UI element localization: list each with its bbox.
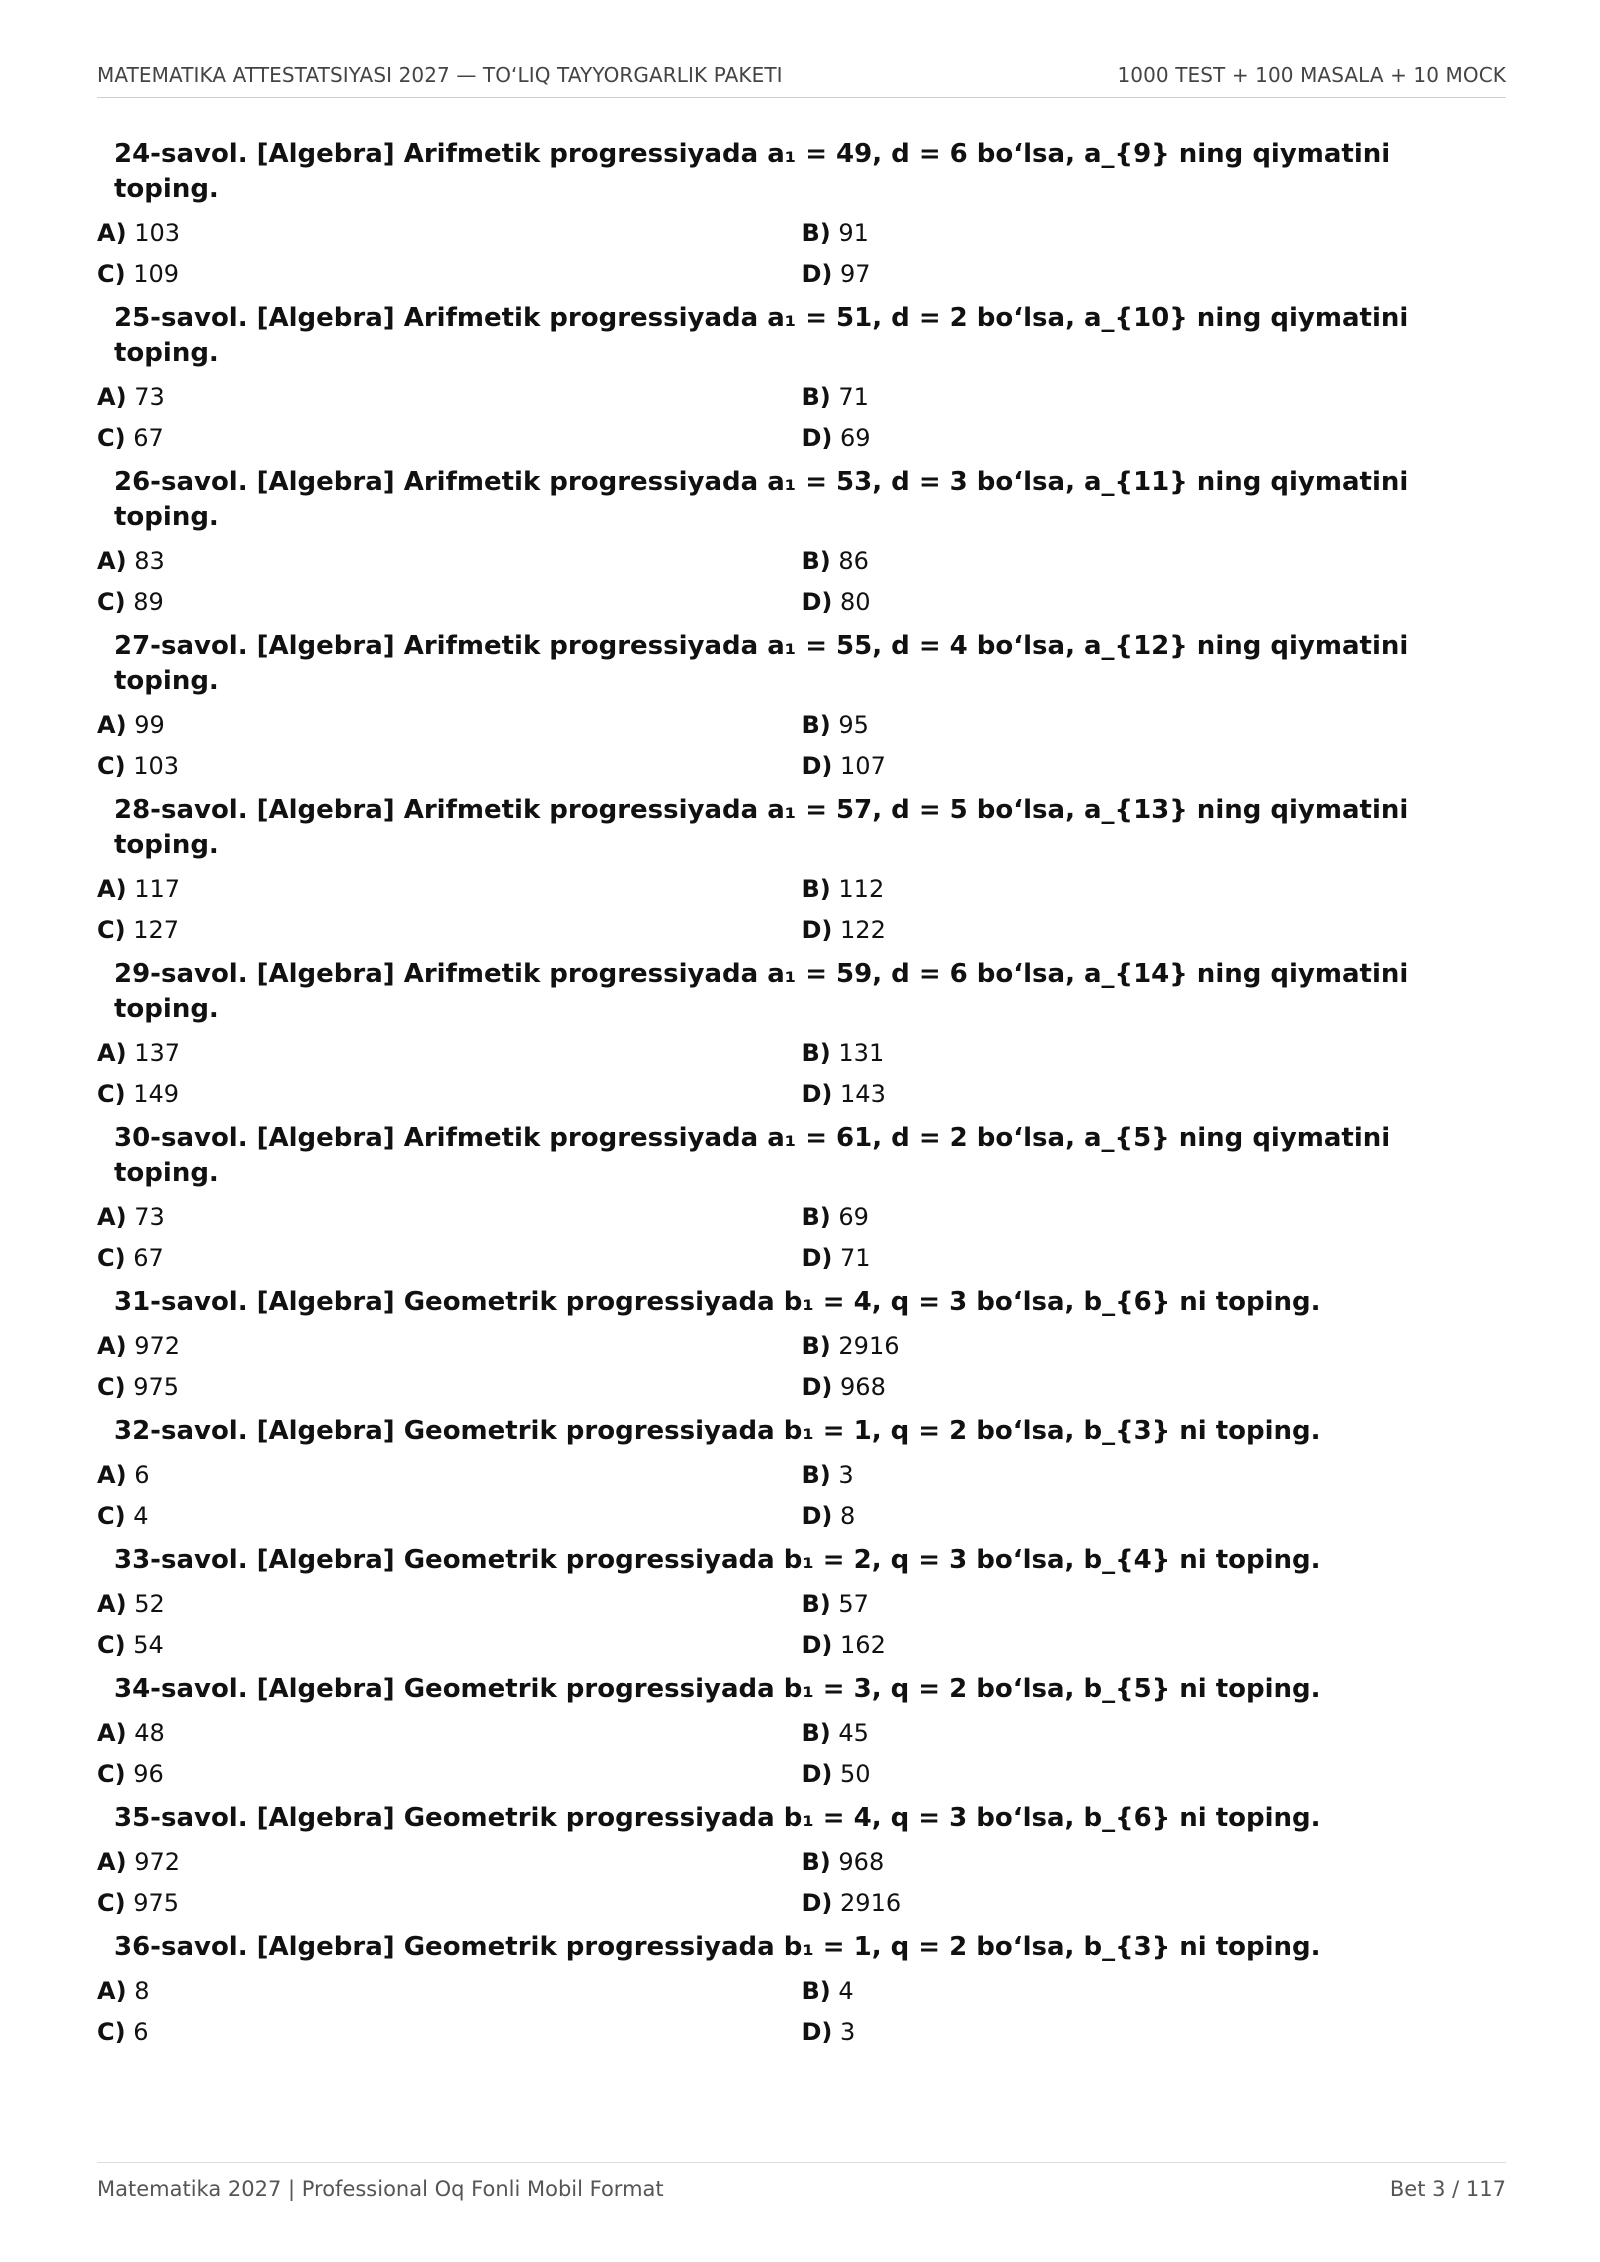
question-block	[97, 1285, 1506, 1407]
option-value: 54	[133, 1630, 164, 1659]
option-value: 69	[840, 423, 871, 452]
question-text: 27-savol. [Algebra] Arifmetik progressiyada a₁ = 55, d = 4 bo‘lsa, a_{12} ning qiymatini toping.	[114, 631, 1409, 696]
answer-option	[97, 1889, 802, 1917]
answer-option	[97, 1631, 802, 1659]
option-value: 67	[133, 423, 164, 452]
answer-option	[802, 1889, 1507, 1917]
question-block	[97, 1414, 1506, 1536]
option-letter: B)	[801, 1202, 831, 1231]
option-value: 4	[838, 1976, 854, 2005]
option-value: 95	[838, 710, 869, 739]
answer-option	[802, 1461, 1507, 1489]
option-value: 50	[840, 1759, 871, 1788]
answer-option	[802, 547, 1507, 575]
option-letter: D)	[801, 751, 833, 780]
option-value: 968	[840, 1372, 886, 1401]
options-row	[97, 745, 1506, 786]
option-value: 968	[838, 1847, 885, 1876]
option-letter: C)	[97, 1501, 126, 1530]
document-page	[97, 0, 1506, 2262]
answer-option	[802, 1244, 1507, 1272]
question-text: 25-savol. [Algebra] Arifmetik progressiyada a₁ = 51, d = 2 bo‘lsa, a_{10} ning qiymatini toping.	[114, 303, 1409, 368]
answer-option	[97, 547, 802, 575]
option-letter: D)	[801, 1630, 833, 1659]
option-value: 96	[133, 1759, 164, 1788]
option-letter: B)	[801, 1038, 831, 1067]
answer-option	[97, 1719, 802, 1747]
options-row	[97, 1495, 1506, 1536]
answer-option	[802, 588, 1507, 616]
option-value: 3	[840, 2017, 856, 2046]
answer-option	[97, 1760, 802, 1788]
answer-option	[97, 1203, 802, 1231]
option-value: 71	[838, 382, 869, 411]
option-value: 48	[134, 1718, 165, 1747]
answer-option	[97, 711, 802, 739]
option-letter: A)	[97, 1589, 127, 1618]
option-letter: D)	[801, 1372, 833, 1401]
option-value: 149	[133, 1079, 180, 1108]
options-row	[97, 909, 1506, 950]
option-letter: A)	[97, 1460, 127, 1489]
question-text: 35-savol. [Algebra] Geometrik progressiyada b₁ = 4, q = 3 bo‘lsa, b_{6} ni toping.	[114, 1803, 1321, 1833]
option-letter: B)	[801, 1460, 831, 1489]
answer-option	[802, 1502, 1507, 1530]
option-value: 73	[134, 382, 165, 411]
answer-option	[802, 1039, 1507, 1067]
answer-option	[802, 1760, 1507, 1788]
option-value: 67	[133, 1243, 164, 1272]
footer-title: Matematika 2027 | Professional Oq Fonli Mobil Format	[97, 2177, 664, 2201]
option-value: 52	[134, 1589, 165, 1618]
answer-option	[802, 1203, 1507, 1231]
option-letter: B)	[801, 1847, 831, 1876]
option-value: 975	[133, 1372, 180, 1401]
answer-option	[802, 1080, 1507, 1108]
option-letter: D)	[801, 1243, 833, 1272]
options-row	[97, 212, 1506, 253]
options-row	[97, 581, 1506, 622]
option-letter: D)	[801, 1079, 833, 1108]
option-letter: D)	[801, 423, 833, 452]
option-value: 89	[133, 587, 164, 616]
option-letter: D)	[801, 259, 833, 288]
question-block	[97, 1930, 1506, 2052]
option-letter: C)	[97, 2017, 126, 2046]
question-text: 36-savol. [Algebra] Geometrik progressiyada b₁ = 1, q = 2 bo‘lsa, b_{3} ni toping.	[114, 1932, 1321, 1962]
option-letter: A)	[97, 1202, 127, 1231]
question-text: 26-savol. [Algebra] Arifmetik progressiyada a₁ = 53, d = 3 bo‘lsa, a_{11} ning qiymatini toping.	[114, 467, 1409, 532]
option-letter: B)	[801, 382, 831, 411]
options-row	[97, 1970, 1506, 2011]
question-text: 30-savol. [Algebra] Arifmetik progressiyada a₁ = 61, d = 2 bo‘lsa, a_{5} ning qiymatini toping.	[114, 1123, 1391, 1188]
options-row	[97, 1712, 1506, 1753]
option-letter: B)	[801, 874, 831, 903]
question-block	[97, 301, 1506, 458]
option-value: 8	[134, 1976, 150, 2005]
answer-option	[802, 1631, 1507, 1659]
option-value: 99	[134, 710, 165, 739]
option-letter: A)	[97, 546, 127, 575]
option-letter: D)	[801, 915, 833, 944]
options-row	[97, 1237, 1506, 1278]
question-text: 32-savol. [Algebra] Geometrik progressiyada b₁ = 1, q = 2 bo‘lsa, b_{3} ni toping.	[114, 1416, 1321, 1446]
option-letter: D)	[801, 1501, 833, 1530]
option-letter: C)	[97, 1759, 126, 1788]
page-number: Bet 3 / 117	[1389, 2177, 1506, 2201]
answer-option	[802, 752, 1507, 780]
question-block	[97, 1801, 1506, 1923]
options-row	[97, 417, 1506, 458]
option-value: 2916	[840, 1888, 902, 1917]
option-letter: C)	[97, 423, 126, 452]
option-value: 69	[838, 1202, 869, 1231]
answer-option	[97, 1848, 802, 1876]
question-list	[97, 137, 1506, 2059]
options-row	[97, 1583, 1506, 1624]
question-block	[97, 465, 1506, 622]
answer-option	[97, 752, 802, 780]
question-block	[97, 1121, 1506, 1278]
options-row	[97, 1366, 1506, 1407]
option-value: 137	[134, 1038, 180, 1067]
option-value: 8	[840, 1501, 856, 1530]
answer-option	[97, 1039, 802, 1067]
answer-option	[802, 424, 1507, 452]
option-letter: C)	[97, 259, 126, 288]
option-value: 3	[838, 1460, 854, 1489]
option-letter: D)	[801, 1888, 833, 1917]
answer-option	[97, 1373, 802, 1401]
option-value: 45	[838, 1718, 869, 1747]
question-text: 24-savol. [Algebra] Arifmetik progressiyada a₁ = 49, d = 6 bo‘lsa, a_{9} ning qiymatini toping.	[114, 139, 1391, 204]
option-letter: B)	[801, 1331, 831, 1360]
options-row	[97, 1882, 1506, 1923]
question-text: 31-savol. [Algebra] Geometrik progressiyada b₁ = 4, q = 3 bo‘lsa, b_{6} ni toping.	[114, 1287, 1321, 1317]
option-letter: B)	[801, 218, 831, 247]
answer-option	[97, 219, 802, 247]
options-row	[97, 868, 1506, 909]
options-row	[97, 1073, 1506, 1114]
question-text: 33-savol. [Algebra] Geometrik progressiyada b₁ = 2, q = 3 bo‘lsa, b_{4} ni toping.	[114, 1545, 1321, 1575]
option-letter: A)	[97, 710, 127, 739]
option-value: 71	[840, 1243, 871, 1272]
option-letter: C)	[97, 1079, 126, 1108]
answer-option	[97, 916, 802, 944]
question-block	[97, 137, 1506, 294]
question-text: 29-savol. [Algebra] Arifmetik progressiyada a₁ = 59, d = 6 bo‘lsa, a_{14} ning qiymatini toping.	[114, 959, 1409, 1024]
answer-option	[802, 260, 1507, 288]
option-value: 57	[838, 1589, 869, 1618]
option-letter: D)	[801, 587, 833, 616]
option-letter: A)	[97, 218, 127, 247]
option-value: 143	[840, 1079, 886, 1108]
option-letter: B)	[801, 1976, 831, 2005]
option-letter: C)	[97, 587, 126, 616]
option-value: 6	[133, 2017, 149, 2046]
answer-option	[97, 1244, 802, 1272]
answer-option	[802, 711, 1507, 739]
option-value: 103	[134, 218, 180, 247]
question-text: 28-savol. [Algebra] Arifmetik progressiyada a₁ = 57, d = 5 bo‘lsa, a_{13} ning qiymatini toping.	[114, 795, 1409, 860]
answer-option	[97, 1590, 802, 1618]
answer-option	[802, 916, 1507, 944]
option-value: 117	[134, 874, 180, 903]
option-value: 91	[838, 218, 869, 247]
option-letter: C)	[97, 915, 126, 944]
options-row	[97, 704, 1506, 745]
answer-option	[802, 2018, 1507, 2046]
options-row	[97, 2011, 1506, 2052]
options-row	[97, 1624, 1506, 1665]
option-letter: A)	[97, 382, 127, 411]
option-value: 97	[840, 259, 871, 288]
options-row	[97, 376, 1506, 417]
option-letter: A)	[97, 1976, 127, 2005]
option-value: 972	[134, 1847, 180, 1876]
answer-option	[97, 875, 802, 903]
option-letter: A)	[97, 874, 127, 903]
option-value: 4	[133, 1501, 149, 1530]
options-row	[97, 1454, 1506, 1495]
options-row	[97, 253, 1506, 294]
option-value: 83	[134, 546, 165, 575]
question-block	[97, 629, 1506, 786]
option-value: 131	[838, 1038, 885, 1067]
option-letter: A)	[97, 1718, 127, 1747]
option-value: 86	[838, 546, 869, 575]
page-header	[97, 63, 1506, 98]
option-value: 107	[840, 751, 886, 780]
option-value: 127	[133, 915, 180, 944]
option-value: 6	[134, 1460, 150, 1489]
options-row	[97, 1325, 1506, 1366]
answer-option	[97, 1080, 802, 1108]
option-letter: B)	[801, 1589, 831, 1618]
option-value: 972	[134, 1331, 180, 1360]
header-subtitle: 1000 TEST + 100 MASALA + 10 MOCK	[1117, 63, 1506, 87]
options-row	[97, 540, 1506, 581]
answer-option	[97, 1461, 802, 1489]
answer-option	[97, 424, 802, 452]
option-letter: A)	[97, 1847, 127, 1876]
option-value: 122	[840, 915, 886, 944]
option-letter: B)	[801, 710, 831, 739]
options-row	[97, 1196, 1506, 1237]
question-block	[97, 1672, 1506, 1794]
options-row	[97, 1753, 1506, 1794]
answer-option	[97, 260, 802, 288]
option-letter: B)	[801, 1718, 831, 1747]
option-value: 109	[133, 259, 180, 288]
question-block	[97, 793, 1506, 950]
answer-option	[97, 2018, 802, 2046]
option-value: 975	[133, 1888, 180, 1917]
option-value: 2916	[838, 1331, 900, 1360]
answer-option	[802, 219, 1507, 247]
answer-option	[97, 383, 802, 411]
answer-option	[97, 1977, 802, 2005]
answer-option	[802, 1332, 1507, 1360]
option-letter: C)	[97, 751, 126, 780]
question-block	[97, 1543, 1506, 1665]
option-value: 162	[840, 1630, 886, 1659]
question-block	[97, 957, 1506, 1114]
answer-option	[97, 1332, 802, 1360]
option-letter: B)	[801, 546, 831, 575]
answer-option	[802, 1977, 1507, 2005]
option-value: 103	[133, 751, 180, 780]
answer-option	[802, 1848, 1507, 1876]
option-value: 112	[838, 874, 885, 903]
page-footer	[97, 2162, 1506, 2201]
option-letter: D)	[801, 1759, 833, 1788]
question-text: 34-savol. [Algebra] Geometrik progressiyada b₁ = 3, q = 2 bo‘lsa, b_{5} ni toping.	[114, 1674, 1321, 1704]
answer-option	[802, 383, 1507, 411]
answer-option	[97, 1502, 802, 1530]
options-row	[97, 1841, 1506, 1882]
option-letter: C)	[97, 1888, 126, 1917]
option-letter: A)	[97, 1038, 127, 1067]
option-letter: C)	[97, 1372, 126, 1401]
answer-option	[802, 875, 1507, 903]
option-letter: C)	[97, 1630, 126, 1659]
answer-option	[802, 1719, 1507, 1747]
answer-option	[97, 588, 802, 616]
header-title: MATEMATIKA ATTESTATSIYASI 2027 — TO‘LIQ TAYYORGARLIK PAKETI	[97, 63, 783, 87]
option-value: 73	[134, 1202, 165, 1231]
answer-option	[802, 1590, 1507, 1618]
option-letter: D)	[801, 2017, 833, 2046]
answer-option	[802, 1373, 1507, 1401]
options-row	[97, 1032, 1506, 1073]
option-value: 80	[840, 587, 871, 616]
option-letter: A)	[97, 1331, 127, 1360]
option-letter: C)	[97, 1243, 126, 1272]
